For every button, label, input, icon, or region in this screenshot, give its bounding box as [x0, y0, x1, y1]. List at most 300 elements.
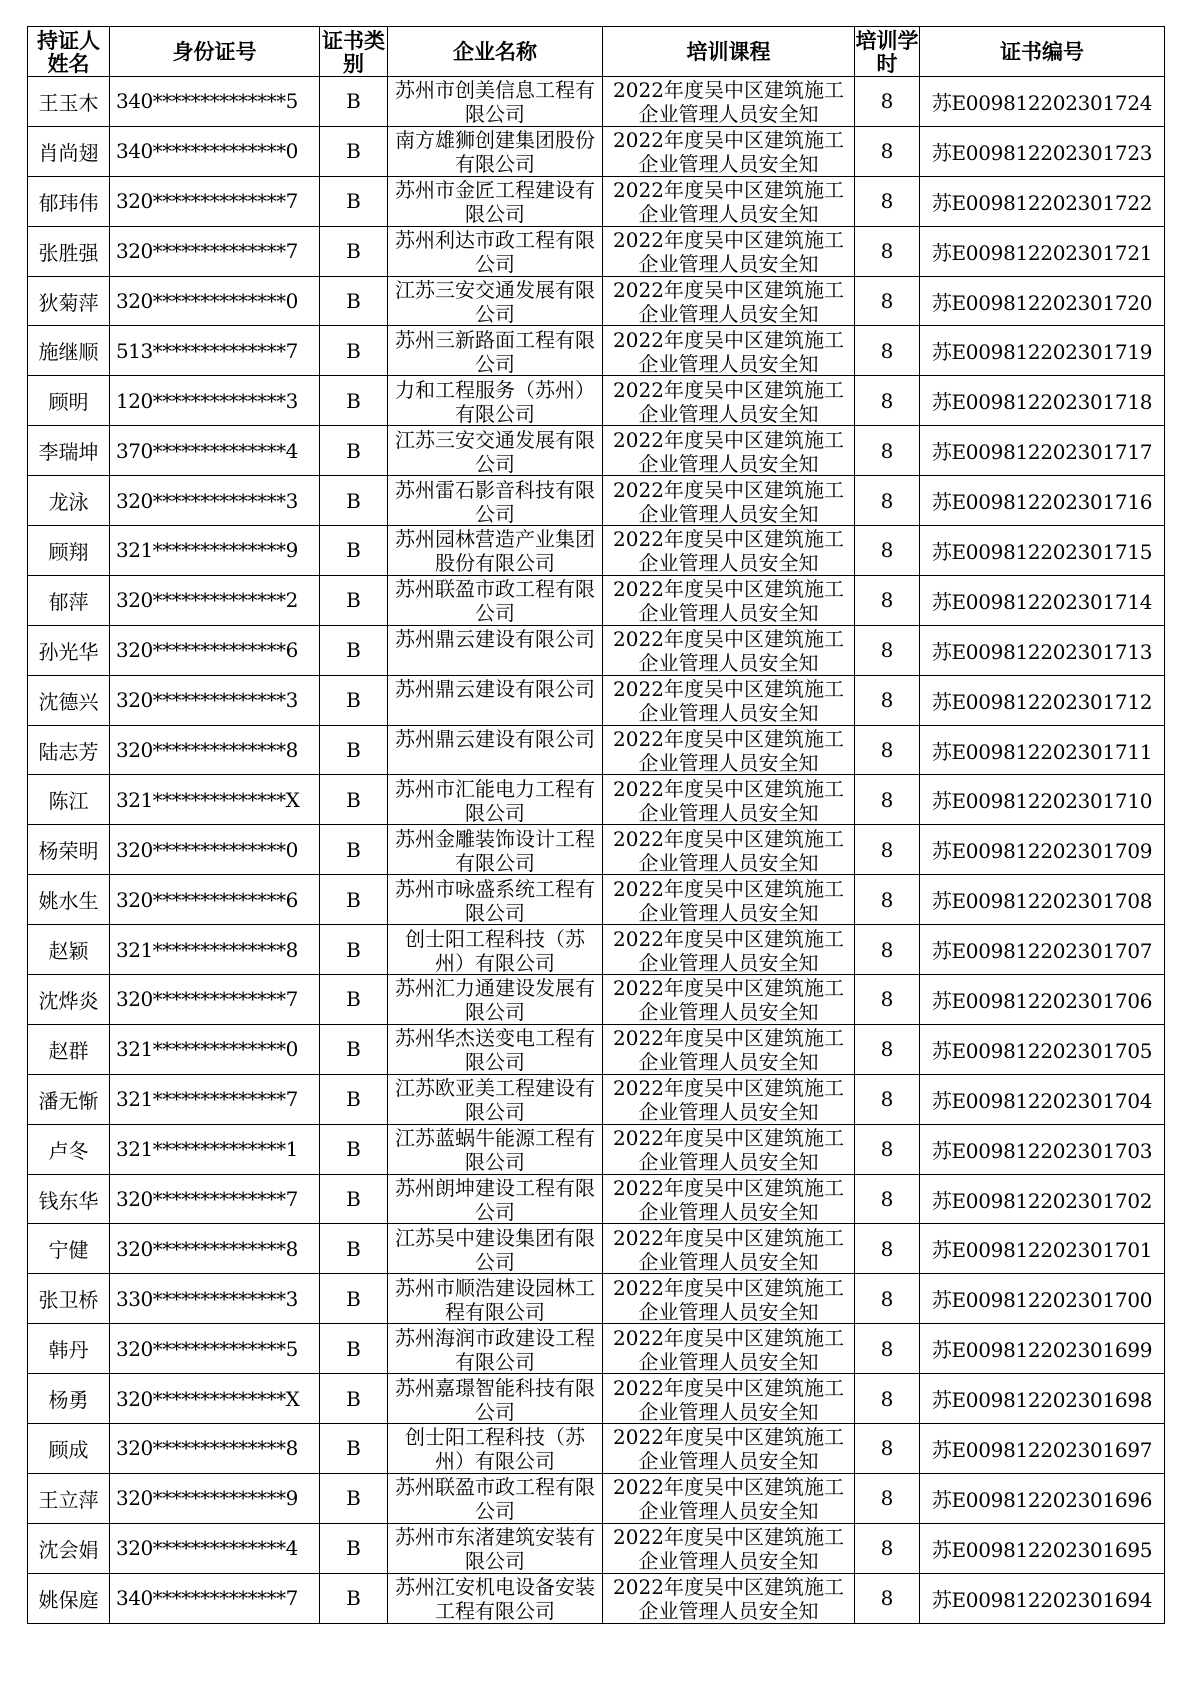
cell-course-wrap [603, 575, 855, 625]
cell-course-box [603, 1574, 854, 1622]
cell-course-box [603, 127, 854, 175]
cell-company-wrap [388, 476, 603, 526]
cell-course-box [603, 1375, 854, 1423]
cell-course-wrap [603, 1074, 855, 1124]
cell-cert-no: 苏E009812202301705 [920, 1024, 1165, 1074]
cell-hours: 8 [855, 1573, 920, 1623]
header-cert-no: 证书编号 [920, 27, 1165, 77]
cell-hours: 8 [855, 725, 920, 775]
cell-company-box [388, 926, 602, 974]
cell-cert-no: 苏E009812202301714 [920, 575, 1165, 625]
cell-course-wrap [603, 426, 855, 476]
header-course: 培训课程 [603, 27, 855, 77]
cell-cert-no: 苏E009812202301697 [920, 1424, 1165, 1474]
cell-company-box [388, 77, 602, 125]
cell-company-box [388, 427, 602, 475]
cell-hours: 8 [855, 1024, 920, 1074]
cell-course-box [603, 1025, 854, 1073]
table-row [28, 276, 1165, 326]
cell-cert-no: 苏E009812202301709 [920, 825, 1165, 875]
cell-company-wrap [388, 1473, 603, 1523]
cell-course: 2022年度吴中区建筑施工企业管理人员安全知 [613, 527, 844, 575]
table-row [28, 526, 1165, 576]
cell-company: 苏州汇力通建设发展有限公司 [395, 976, 595, 1024]
cell-course-wrap [603, 1374, 855, 1424]
cell-course-wrap [603, 226, 855, 276]
cell-cert-no: 苏E009812202301724 [920, 77, 1165, 127]
cell-name: 王立萍 [28, 1473, 110, 1523]
cell-type: B [320, 825, 388, 875]
cell-id: 120**************3 [110, 376, 320, 426]
cell-name: 杨荣明 [28, 825, 110, 875]
cell-course: 2022年度吴中区建筑施工企业管理人员安全知 [613, 178, 844, 226]
cell-id: 320**************3 [110, 476, 320, 526]
cell-course-box [603, 1075, 854, 1123]
cell-hours: 8 [855, 675, 920, 725]
cell-type: B [320, 1573, 388, 1623]
cell-course: 2022年度吴中区建筑施工企业管理人员安全知 [613, 327, 844, 375]
cell-type: B [320, 1074, 388, 1124]
cell-company-wrap [388, 1024, 603, 1074]
cell-course-box [603, 77, 854, 125]
cell-hours: 8 [855, 1523, 920, 1573]
cell-cert-no: 苏E009812202301694 [920, 1573, 1165, 1623]
cell-id: 321**************0 [110, 1024, 320, 1074]
cell-cert-no: 苏E009812202301722 [920, 176, 1165, 226]
cell-cert-no: 苏E009812202301710 [920, 775, 1165, 825]
cell-course: 2022年度吴中区建筑施工企业管理人员安全知 [613, 627, 844, 675]
cell-id: 320**************7 [110, 176, 320, 226]
cell-course-box [603, 726, 854, 774]
cell-cert-no: 苏E009812202301723 [920, 126, 1165, 176]
cell-company-box [388, 277, 602, 325]
cell-company-wrap [388, 1424, 603, 1474]
cell-company: 江苏蓝蜗牛能源工程有限公司 [395, 1126, 595, 1174]
cell-course-wrap [603, 1174, 855, 1224]
table-row [28, 176, 1165, 226]
cell-cert-no: 苏E009812202301698 [920, 1374, 1165, 1424]
cell-company-wrap [388, 575, 603, 625]
cell-type: B [320, 1523, 388, 1573]
cell-company-wrap [388, 376, 603, 426]
cell-hours: 8 [855, 1274, 920, 1324]
table-row [28, 1124, 1165, 1174]
cell-company-box [388, 327, 602, 375]
table-row [28, 1573, 1165, 1623]
table-row [28, 1523, 1165, 1573]
cell-cert-no: 苏E009812202301704 [920, 1074, 1165, 1124]
cell-course-box [603, 377, 854, 425]
cell-id: 320**************8 [110, 725, 320, 775]
cell-company-box [388, 576, 602, 624]
cell-company-wrap [388, 975, 603, 1025]
cell-course-wrap [603, 476, 855, 526]
cell-company-box [388, 526, 602, 574]
cell-company-box [388, 726, 602, 774]
cell-name: 肖尚翅 [28, 126, 110, 176]
cell-company-box [388, 1424, 602, 1472]
cell-hours: 8 [855, 925, 920, 975]
table-row [28, 1174, 1165, 1224]
cell-company-box [388, 626, 602, 674]
cell-course-wrap [603, 625, 855, 675]
cell-hours: 8 [855, 775, 920, 825]
cell-course: 2022年度吴中区建筑施工企业管理人员安全知 [613, 377, 844, 425]
cell-id: 320**************2 [110, 575, 320, 625]
cell-company-wrap [388, 1573, 603, 1623]
cell-hours: 8 [855, 476, 920, 526]
cell-cert-no: 苏E009812202301695 [920, 1523, 1165, 1573]
cell-course-box [603, 427, 854, 475]
cell-hours: 8 [855, 176, 920, 226]
cell-company-box [388, 377, 602, 425]
cell-type: B [320, 1324, 388, 1374]
cell-course-box [603, 277, 854, 325]
cell-company-box [388, 1474, 602, 1522]
cell-course-wrap [603, 1424, 855, 1474]
cell-cert-no: 苏E009812202301696 [920, 1473, 1165, 1523]
cell-course-wrap [603, 126, 855, 176]
cell-company-wrap [388, 1274, 603, 1324]
table-row [28, 77, 1165, 127]
cell-course-box [603, 1175, 854, 1223]
header-company: 企业名称 [388, 27, 603, 77]
cell-hours: 8 [855, 1374, 920, 1424]
cell-course-box [603, 526, 854, 574]
cell-course: 2022年度吴中区建筑施工企业管理人员安全知 [613, 1325, 844, 1373]
cell-course-wrap [603, 775, 855, 825]
table-row [28, 1024, 1165, 1074]
cell-type: B [320, 1473, 388, 1523]
cell-id: 320**************8 [110, 1424, 320, 1474]
cell-course-wrap [603, 77, 855, 127]
cell-name: 沈烨炎 [28, 975, 110, 1025]
cell-course-box [603, 1424, 854, 1472]
cell-company: 苏州利达市政工程有限公司 [395, 228, 595, 276]
cell-course-wrap [603, 1024, 855, 1074]
cell-company: 创士阳工程科技（苏州）有限公司 [405, 1425, 585, 1473]
cell-course: 2022年度吴中区建筑施工企业管理人员安全知 [613, 1375, 844, 1423]
cell-cert-no: 苏E009812202301720 [920, 276, 1165, 326]
cell-course-wrap [603, 975, 855, 1025]
cell-name: 王玉木 [28, 77, 110, 127]
cell-course-box [603, 327, 854, 375]
cell-name: 顾明 [28, 376, 110, 426]
cell-hours: 8 [855, 376, 920, 426]
cell-id: 320**************0 [110, 276, 320, 326]
table-row [28, 1224, 1165, 1274]
cell-type: B [320, 77, 388, 127]
cell-name: 孙光华 [28, 625, 110, 675]
cell-hours: 8 [855, 526, 920, 576]
cell-cert-no: 苏E009812202301708 [920, 875, 1165, 925]
cell-id: 340**************5 [110, 77, 320, 127]
cell-course-box [603, 177, 854, 225]
cell-company: 苏州江安机电设备安装工程有限公司 [395, 1575, 595, 1623]
cell-company-box [388, 1375, 602, 1423]
cell-course: 2022年度吴中区建筑施工企业管理人员安全知 [613, 876, 844, 924]
cell-course-wrap [603, 825, 855, 875]
cell-company-box [388, 1524, 602, 1572]
table-row [28, 875, 1165, 925]
table-row [28, 1473, 1165, 1523]
cell-company: 苏州海润市政建设工程有限公司 [395, 1325, 595, 1373]
cell-name: 郁玮伟 [28, 176, 110, 226]
table-row [28, 775, 1165, 825]
cell-name: 赵颖 [28, 925, 110, 975]
table-row [28, 925, 1165, 975]
cell-company-box [388, 177, 602, 225]
cell-id: 320**************7 [110, 1174, 320, 1224]
cell-hours: 8 [855, 126, 920, 176]
cell-name: 施继顺 [28, 326, 110, 376]
cell-course-wrap [603, 176, 855, 226]
cell-company: 苏州联盈市政工程有限公司 [395, 1475, 595, 1523]
cell-company: 苏州鼎云建设有限公司 [395, 627, 595, 652]
cell-name: 陆志芳 [28, 725, 110, 775]
cell-course-box [603, 1325, 854, 1373]
cell-type: B [320, 226, 388, 276]
header-type: 证书类别 [320, 27, 388, 77]
cell-type: B [320, 526, 388, 576]
cell-company: 江苏三安交通发展有限公司 [395, 278, 595, 325]
table-row [28, 825, 1165, 875]
header-id: 身份证号 [110, 27, 320, 77]
cell-type: B [320, 126, 388, 176]
cell-company-wrap [388, 625, 603, 675]
cell-name: 张胜强 [28, 226, 110, 276]
cell-type: B [320, 775, 388, 825]
table-row [28, 975, 1165, 1025]
table-row [28, 376, 1165, 426]
cell-name: 顾翔 [28, 526, 110, 576]
cell-course: 2022年度吴中区建筑施工企业管理人员安全知 [613, 78, 844, 126]
table-row [28, 625, 1165, 675]
cell-cert-no: 苏E009812202301699 [920, 1324, 1165, 1374]
table-row [28, 1074, 1165, 1124]
cell-course: 2022年度吴中区建筑施工企业管理人员安全知 [613, 1225, 844, 1273]
cell-type: B [320, 1124, 388, 1174]
cell-id: 321**************8 [110, 925, 320, 975]
cell-type: B [320, 975, 388, 1025]
cell-id: 320**************5 [110, 1324, 320, 1374]
cell-cert-no: 苏E009812202301700 [920, 1274, 1165, 1324]
cell-cert-no: 苏E009812202301718 [920, 376, 1165, 426]
cell-name: 陈江 [28, 775, 110, 825]
cell-type: B [320, 276, 388, 326]
cell-company: 苏州市金匠工程建设有限公司 [395, 178, 595, 226]
cell-company-box [388, 975, 602, 1023]
cell-name: 沈德兴 [28, 675, 110, 725]
cell-company: 苏州市汇能电力工程有限公司 [395, 776, 595, 824]
cell-course-box [603, 1524, 854, 1572]
cell-company-box [388, 1175, 602, 1223]
cell-name: 卢冬 [28, 1124, 110, 1174]
cell-company: 江苏三安交通发展有限公司 [395, 427, 595, 475]
cell-hours: 8 [855, 1074, 920, 1124]
cell-course-box [603, 826, 854, 874]
cell-type: B [320, 1374, 388, 1424]
cell-course: 2022年度吴中区建筑施工企业管理人员安全知 [613, 1026, 844, 1074]
table-row [28, 326, 1165, 376]
cell-course: 2022年度吴中区建筑施工企业管理人员安全知 [613, 278, 844, 325]
cell-company-box [388, 127, 602, 175]
cell-course-box [603, 1275, 854, 1323]
cell-id: 320**************X [110, 1374, 320, 1424]
cell-id: 320**************6 [110, 875, 320, 925]
cell-name: 龙泳 [28, 476, 110, 526]
cell-company-wrap [388, 276, 603, 326]
cell-id: 370**************4 [110, 426, 320, 476]
cell-name: 韩丹 [28, 1324, 110, 1374]
cell-name: 钱东华 [28, 1174, 110, 1224]
cell-course-wrap [603, 326, 855, 376]
cell-company-wrap [388, 226, 603, 276]
table-row [28, 226, 1165, 276]
cell-course: 2022年度吴中区建筑施工企业管理人员安全知 [613, 1525, 844, 1573]
cell-company-wrap [388, 1074, 603, 1124]
cell-cert-no: 苏E009812202301706 [920, 975, 1165, 1025]
cell-name: 李瑞坤 [28, 426, 110, 476]
cell-company: 创士阳工程科技（苏州）有限公司 [405, 926, 585, 974]
cell-company: 苏州市咏盛系统工程有限公司 [395, 876, 595, 924]
cell-company-box [388, 1025, 602, 1073]
cell-course: 2022年度吴中区建筑施工企业管理人员安全知 [613, 976, 844, 1024]
cell-company-wrap [388, 1374, 603, 1424]
cell-company-wrap [388, 825, 603, 875]
cell-company-wrap [388, 176, 603, 226]
cell-course-box [603, 876, 854, 924]
cell-course: 2022年度吴中区建筑施工企业管理人员安全知 [613, 1176, 844, 1224]
cell-company: 苏州鼎云建设有限公司 [395, 677, 595, 702]
cell-course-wrap [603, 875, 855, 925]
cell-hours: 8 [855, 825, 920, 875]
cell-cert-no: 苏E009812202301707 [920, 925, 1165, 975]
table-row [28, 1324, 1165, 1374]
cell-hours: 8 [855, 1124, 920, 1174]
cell-company-wrap [388, 77, 603, 127]
cell-id: 320**************0 [110, 825, 320, 875]
cell-id: 330**************3 [110, 1274, 320, 1324]
cell-cert-no: 苏E009812202301702 [920, 1174, 1165, 1224]
cell-name: 狄菊萍 [28, 276, 110, 326]
cell-name: 宁健 [28, 1224, 110, 1274]
cell-course-box [603, 926, 854, 974]
cell-company: 苏州金雕装饰设计工程有限公司 [395, 826, 595, 874]
cell-course: 2022年度吴中区建筑施工企业管理人员安全知 [613, 128, 844, 176]
cell-course-wrap [603, 925, 855, 975]
table-row [28, 675, 1165, 725]
cell-id: 321**************1 [110, 1124, 320, 1174]
cell-hours: 8 [855, 276, 920, 326]
cell-company-box [388, 1275, 602, 1323]
cell-company-box [388, 876, 602, 924]
cell-course: 2022年度吴中区建筑施工企业管理人员安全知 [613, 677, 844, 725]
cell-hours: 8 [855, 975, 920, 1025]
cell-company-wrap [388, 1174, 603, 1224]
cell-company: 江苏欧亚美工程建设有限公司 [395, 1076, 595, 1124]
cell-course-box [603, 1474, 854, 1522]
cell-company-wrap [388, 725, 603, 775]
cell-company: 苏州市创美信息工程有限公司 [395, 78, 595, 126]
cell-course: 2022年度吴中区建筑施工企业管理人员安全知 [613, 1575, 844, 1623]
cell-name: 沈会娟 [28, 1523, 110, 1573]
header-row [28, 27, 1165, 77]
cell-course: 2022年度吴中区建筑施工企业管理人员安全知 [613, 477, 844, 525]
cell-company-box [388, 1225, 602, 1273]
cell-id: 513**************7 [110, 326, 320, 376]
cell-course-wrap [603, 675, 855, 725]
cell-course-wrap [603, 1124, 855, 1174]
cell-type: B [320, 625, 388, 675]
cell-course-wrap [603, 1274, 855, 1324]
cell-hours: 8 [855, 426, 920, 476]
cell-course-box [603, 576, 854, 624]
cell-type: B [320, 675, 388, 725]
table-row [28, 126, 1165, 176]
cell-name: 赵群 [28, 1024, 110, 1074]
cell-name: 顾成 [28, 1424, 110, 1474]
cell-course-wrap [603, 1324, 855, 1374]
cell-company-wrap [388, 1124, 603, 1174]
cell-company-wrap [388, 1523, 603, 1573]
cell-type: B [320, 1274, 388, 1324]
cell-id: 340**************0 [110, 126, 320, 176]
cell-company: 苏州雷石影音科技有限公司 [395, 477, 595, 525]
table-row [28, 575, 1165, 625]
cell-type: B [320, 925, 388, 975]
cell-hours: 8 [855, 1473, 920, 1523]
cell-id: 321**************X [110, 775, 320, 825]
cell-name: 潘无惭 [28, 1074, 110, 1124]
cell-id: 320**************4 [110, 1523, 320, 1573]
cell-name: 杨勇 [28, 1374, 110, 1424]
cell-company-box [388, 776, 602, 824]
cell-course: 2022年度吴中区建筑施工企业管理人员安全知 [613, 577, 844, 625]
cell-type: B [320, 476, 388, 526]
cell-course-wrap [603, 725, 855, 775]
cell-cert-no: 苏E009812202301719 [920, 326, 1165, 376]
cell-company-wrap [388, 875, 603, 925]
cell-company-wrap [388, 326, 603, 376]
header-name: 持证人姓名 [28, 27, 110, 77]
cell-course-box [603, 776, 854, 824]
cell-course-wrap [603, 276, 855, 326]
cell-cert-no: 苏E009812202301715 [920, 526, 1165, 576]
cell-company-wrap [388, 1224, 603, 1274]
cell-company: 南方雄狮创建集团股份有限公司 [395, 128, 595, 176]
cell-company: 苏州联盈市政工程有限公司 [395, 577, 595, 625]
cell-course-wrap [603, 1573, 855, 1623]
cell-type: B [320, 875, 388, 925]
table-row [28, 476, 1165, 526]
table-row [28, 1274, 1165, 1324]
table-row [28, 725, 1165, 775]
cell-cert-no: 苏E009812202301713 [920, 625, 1165, 675]
cell-hours: 8 [855, 875, 920, 925]
cell-type: B [320, 1424, 388, 1474]
cell-course: 2022年度吴中区建筑施工企业管理人员安全知 [613, 1275, 844, 1323]
cell-cert-no: 苏E009812202301721 [920, 226, 1165, 276]
cell-id: 320**************6 [110, 625, 320, 675]
cell-company-wrap [388, 126, 603, 176]
cell-company: 苏州市东渚建筑安装有限公司 [395, 1525, 595, 1573]
cell-type: B [320, 1224, 388, 1274]
cell-type: B [320, 1174, 388, 1224]
cell-company-wrap [388, 775, 603, 825]
cell-course: 2022年度吴中区建筑施工企业管理人员安全知 [613, 926, 844, 974]
cell-id: 320**************8 [110, 1224, 320, 1274]
